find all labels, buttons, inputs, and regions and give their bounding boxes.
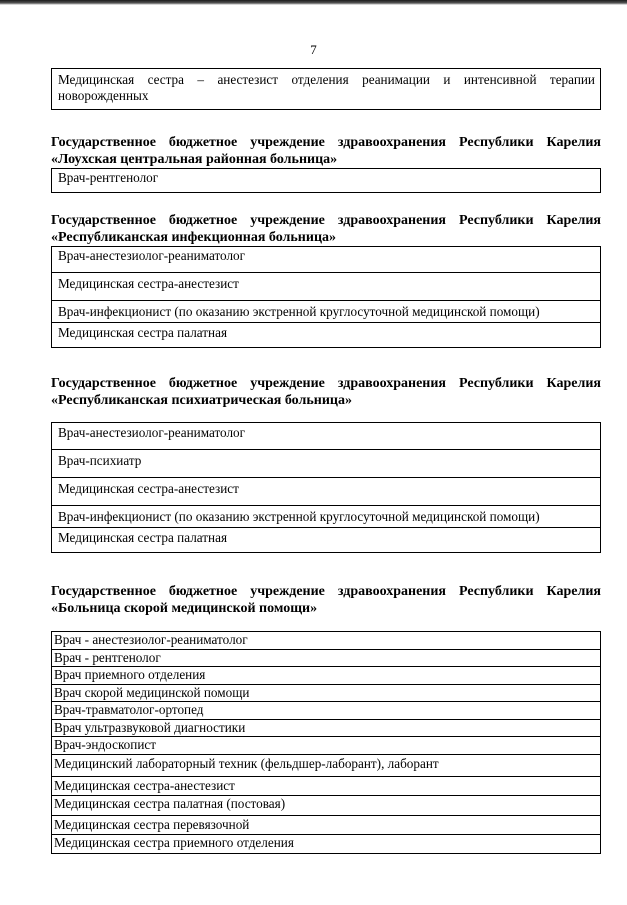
table-row: Врач-травматолог-ортопед <box>52 702 600 720</box>
org-section-psychiatric <box>51 375 601 553</box>
continuation-block <box>51 68 601 110</box>
scan-edge <box>0 0 627 5</box>
continuation-table <box>51 68 601 110</box>
table-row: Врач-инфекционист (по оказанию экстренной круглосуточной медицинской помощи) <box>52 506 600 528</box>
table-row: Медицинская сестра перевязочной <box>52 816 600 835</box>
position-table <box>51 246 601 348</box>
table-row: Медицинская сестра палатная (постовая) <box>52 796 600 817</box>
table-row: Врач-анестезиолог-реаниматолог <box>52 423 600 450</box>
table-row: Медицинская сестра – анестезист отделения реанимации и интенсивной терапии новорожденных <box>52 69 600 110</box>
table-row: Медицинский лабораторный техник (фельдшер-лаборант), лаборант <box>52 755 600 778</box>
position-table <box>51 168 601 193</box>
table-row: Медицинская сестра-анестезист <box>52 478 600 506</box>
table-row: Врач ультразвуковой диагностики <box>52 720 600 738</box>
table-row: Врач - рентгенолог <box>52 650 600 668</box>
position-table <box>51 422 601 553</box>
table-row: Медицинская сестра-анестезист <box>52 273 600 301</box>
table-row: Медицинская сестра палатная <box>52 528 600 553</box>
table-row: Врач-инфекционист (по оказанию экстренной круглосуточной медицинской помощи) <box>52 301 600 323</box>
table-row: Медицинская сестра палатная <box>52 323 600 348</box>
position-table <box>51 631 601 854</box>
org-section-louhi <box>51 134 601 193</box>
org-heading: Государственное бюджетное учреждение здравоохранения Республики Карелия «Республиканская психиатрическая больница» <box>51 376 601 408</box>
table-row: Медицинская сестра-анестезист <box>52 777 600 796</box>
table-row: Врач скорой медицинской помощи <box>52 685 600 703</box>
table-row: Врач-рентгенолог <box>52 169 600 193</box>
org-heading: Государственное бюджетное учреждение здравоохранения Республики Карелия «Республиканская инфекционная больница» <box>51 213 601 245</box>
table-row: Врач-эндоскопист <box>52 737 600 755</box>
org-heading: Государственное бюджетное учреждение здравоохранения Республики Карелия «Больница скорой медицинской помощи» <box>51 584 601 616</box>
table-row: Врач приемного отделения <box>52 667 600 685</box>
org-section-emergency <box>51 583 601 854</box>
table-row: Медицинская сестра приемного отделения <box>52 835 600 855</box>
page-number: 7 <box>310 42 317 57</box>
table-row: Врач-анестезиолог-реаниматолог <box>52 247 600 273</box>
org-section-infectious <box>51 212 601 348</box>
table-row: Врач - анестезиолог-реаниматолог <box>52 632 600 650</box>
org-heading: Государственное бюджетное учреждение здравоохранения Республики Карелия «Лоухская центральная районная больница» <box>51 135 601 167</box>
table-row: Врач-психиатр <box>52 450 600 478</box>
